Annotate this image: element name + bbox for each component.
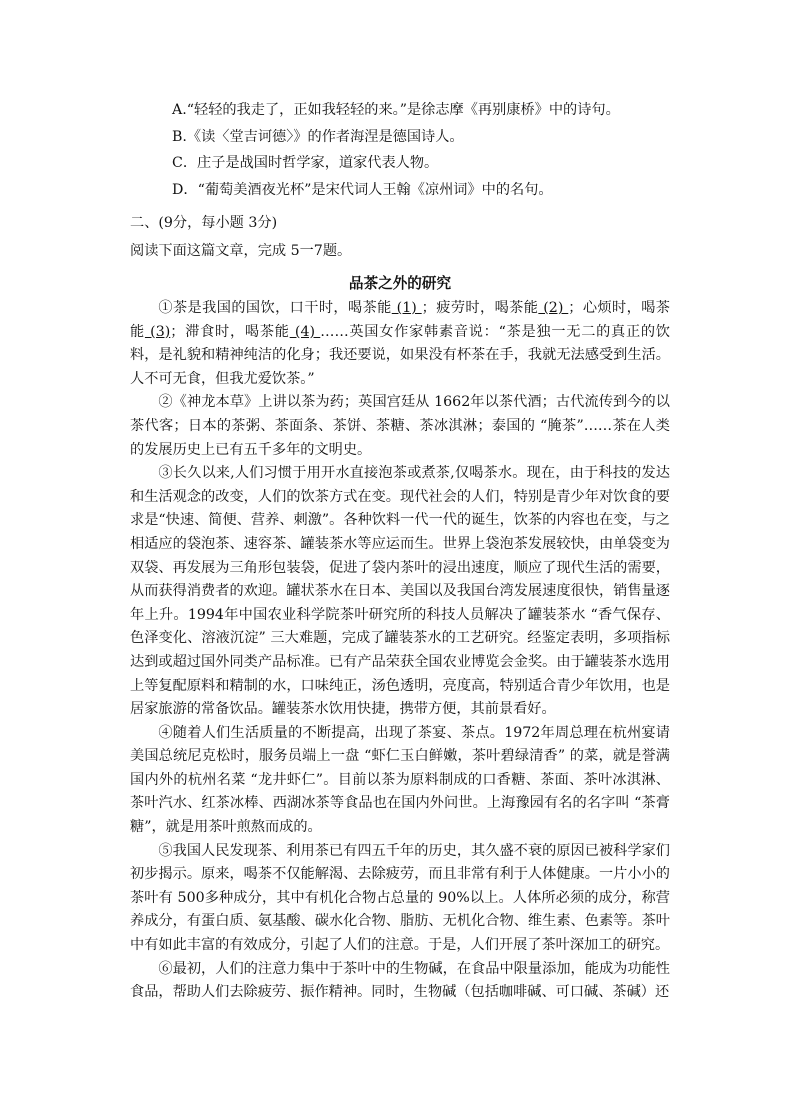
blank-2: (2) [538, 300, 569, 316]
paragraph-6: ⑥最初，人们的注意力集中于茶叶中的生物碱，在食品中限量添加，能成为功能性食品，帮助人们去除疲劳、振作精神。同时，生物碱（包括咖啡碱、可口碱、茶碱）还 [130, 960, 670, 1001]
paragraph-5: ⑤我国人民发现茶、利用茶已有四五千年的历史，其久盛不衰的原因已被科学家们初步揭示。原来，喝茶不仅能解渴、去除疲劳，而且非常有利于人体健康。一片小小的茶叶有 500多种成分，其中有机化合物占总量的 90%以上。人体所必须的成分，称营养成分，有蛋白质、氨基酸、碳水化合物、脂肪、无机化合物、维生素、色素等。茶叶中有如此丰富的有效成分，引起了人们的注意。于是，人们开展了茶叶深加工的研究。 [130, 842, 670, 954]
p1-text-d: ；滞食时，喝茶能 [170, 323, 290, 340]
section-heading: 二、(9分，每小题 3分) [130, 215, 278, 231]
option-d: D．“葡萄美酒夜光杯”是宋代词人王翰《凉州词》中的名句。 [172, 181, 553, 198]
option-b: B.《读〈堂吉诃德〉》的作者海涅是德国诗人。 [172, 128, 464, 145]
paragraph-3: ③长久以来,人们习惯于用开水直接泡茶或煮茶,仅喝茶水。现在，由于科技的发达和生活观念的改变，人们的饮茶方式在变。现代社会的人们，特别是青少年对饮食的要求是“快速、简便、营养、刺激”。各种饮料一代一代的诞生，饮茶的内容也在变，与之相适应的袋泡茶、速容茶、罐装茶水等应运而生。世界上袋泡茶发展较快，由单袋变为双袋、再发展为三角形包装袋，促进了袋内茶叶的浸出速度，顺应了现代生活的需要，从而获得消费者的欢迎。罐状茶水在日本、美国以及我国台湾发展速度很快，销售量逐年上升。1994年中国农业科学院茶叶研究所的科技人员解决了罐装茶水 “香气保存、色泽变化、溶液沉淀” 三大难题，完成了罐装茶水的工艺研究。经鉴定表明，多项指标达到或超过国外同类产品标准。已有产品荣获全国农业博览会金奖。由于罐装茶水选用上等复配原料和精制的水，口味纯正，汤色透明，亮度高，特别适合青少年饮用，也是居家旅游的常备饮品。罐装茶水饮用快捷，携带方便，其前景看好。 [130, 465, 670, 718]
document-page [130, 97, 670, 1005]
option-a: A.“轻轻的我走了，正如我轻轻的来。”是徐志摩《再别康桥》中的诗句。 [172, 102, 620, 118]
blank-4: (4) [289, 323, 321, 340]
paragraph-4: ④随着人们生活质量的不断提高，出现了茶宴、茶点。1972年周总理在杭州宴请美国总统尼克松时，服务员端上一盘 “虾仁玉白鲜嫩，茶叶碧绿清香” 的菜，就是誉满国内外的杭州名菜 “龙井虾仁”。目前以茶为原料制成的口香糖、茶面、茶叶冰淇淋、茶叶汽水、红茶冰棒、西湖冰茶等食品也在国内外问世。上海豫园有名的名字叫 “茶膏糖”，就是用茶叶煎熬而成的。 [130, 724, 670, 836]
p1-text-e: ……英国女作家韩素音说：“茶是独一无二的真正的饮料，是礼貌和精神纯洁的化身；我还要说，如果没有杯茶在手，我就无法感受到生活。人不可无食，但我尤爱饮茶。” [130, 323, 670, 387]
section-instruction: 阅读下面这篇文章，完成 5一7题。 [130, 243, 352, 259]
p1-text-b: ；疲劳时，喝茶能 [421, 300, 539, 316]
blank-1: (1) [391, 300, 422, 316]
paragraph-2: ②《神龙本草》上讲以茶为药；英国宫廷从 1662年以茶代酒；古代流传到今的以茶代客；日本的茶粥、茶面条、茶饼、茶糖、茶冰淇淋；泰国的 “腌茶”……茶在人类的发展历史上已有五千多年的文明史。 [130, 394, 670, 458]
blank-3: (3) [144, 323, 171, 340]
option-c: C．庄子是战国时哲学家，道家代表人物。 [172, 155, 439, 171]
paragraph-1 [130, 297, 670, 391]
p1-text-a: ①茶是我国的国饮，口干时，喝茶能 [158, 300, 392, 316]
article-title: 品茶之外的研究 [348, 275, 452, 292]
p1-text-c: ；心烦时，喝茶能 [130, 300, 670, 340]
